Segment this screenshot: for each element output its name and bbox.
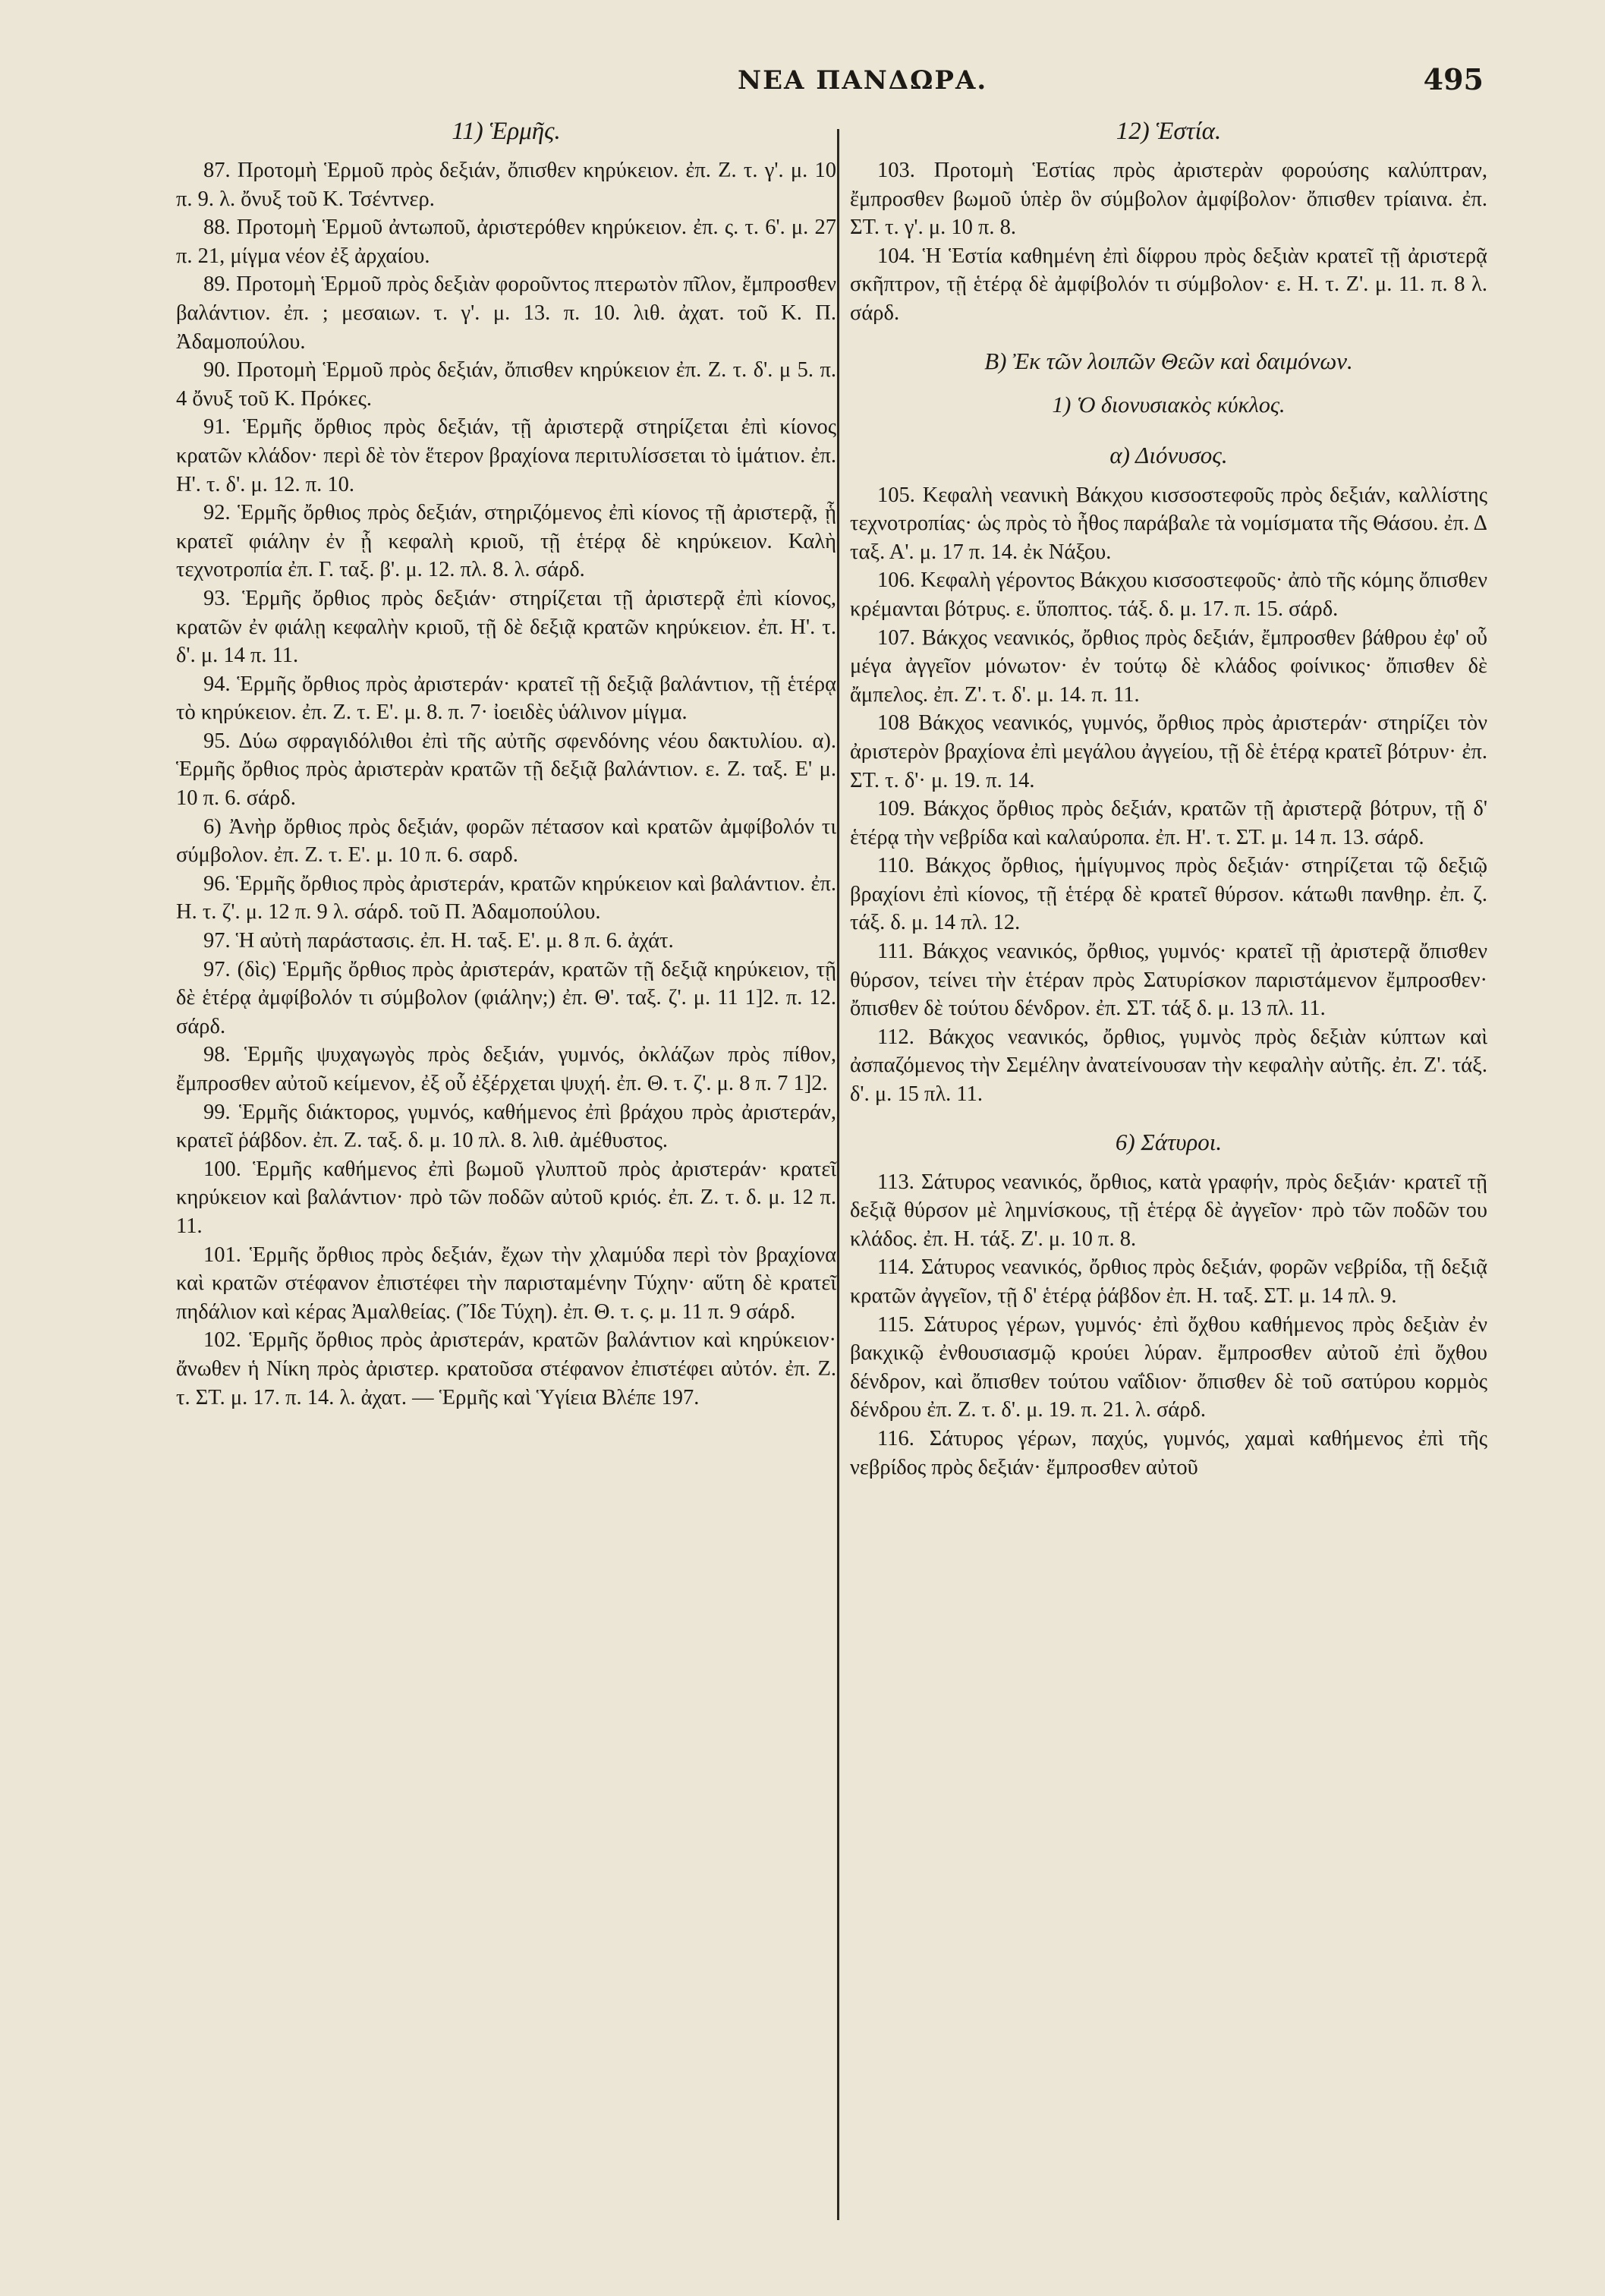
running-title: ΝΕΑ ΠΑΝΔΩΡΑ. — [738, 65, 988, 96]
catalog-entry: 110. Βάκχος ὄρθιος, ἡμίγυμνος πρὸς δεξιάν· στηρίζεται τῷ δεξιῷ βραχίονι ἐπὶ κίονος, τῇ ἑτέρᾳ δὲ κρατεῖ θύρσον. κάτωθι πανθηρ. ἐπ. ζ. τάξ. δ. μ. 14 πλ. 12. — [850, 854, 1487, 935]
catalog-entry: 112. Βάκχος νεανικός, ὄρθιος, γυμνὸς πρὸς δεξιὰν κύπτων καὶ ἀσπαζόμενος τὴν Σεμέλην ἀνατείνουσαν τὴν κεφαλὴν αὐτῆς. ἐπ. Ζ'. τάξ. δ'. μ. 15 πλ. 11. — [850, 1025, 1487, 1107]
catalog-entry: 91. Ἑρμῆς ὄρθιος πρὸς δεξιάν, τῇ ἀριστερᾷ στηρίζεται ἐπὶ κίονος κρατῶν κλάδον· περὶ δὲ τὸν ἕτερον βραχίονα περιτυλίσσεται τὸ ἱμάτιον. ἐπ. Η'. τ. δ'. μ. 12. π. 10. — [176, 415, 836, 496]
catalog-entry: 106. Κεφαλὴ γέροντος Βάκχου κισσοστεφοῦς· ἀπὸ τῆς κόμης ὄπισθεν κρέμανται βότρυς. ε. ὕποπτος. τάξ. δ. μ. 17. π. 15. σάρδ. — [850, 568, 1487, 621]
catalog-entry: 92. Ἑρμῆς ὄρθιος πρὸς δεξιάν, στηριζόμενος ἐπὶ κίονος τῇ ἀριστερᾷ, ᾗ κρατεῖ φιάλην ἐν ᾗ κεφαλὴ κριοῦ, τῇ ἑτέρᾳ δὲ κηρύκειον. Καλὴ τεχνοτροπία ἐπ. Γ. ταξ. β'. μ. 12. πλ. 8. λ. σάρδ. — [176, 501, 836, 582]
catalog-entry: 88. Προτομὴ Ἑρμοῦ ἀντωποῦ, ἀριστερόθεν κηρύκειον. ἐπ. ς. τ. 6'. μ. 27 π. 21, μίγμα νέον ἐξ ἀρχαίου. — [176, 216, 836, 268]
catalog-entry: 100. Ἑρμῆς καθήμενος ἐπὶ βωμοῦ γλυπτοῦ πρὸς ἀριστεράν· κρατεῖ κηρύκειον καὶ βαλάντιον· πρὸ τῶν ποδῶν αὐτοῦ κριός. ἐπ. Ζ. τ. δ. μ. 12 π. 11. — [176, 1157, 836, 1238]
catalog-entry: 6) Ἀνὴρ ὄρθιος πρὸς δεξιάν, φορῶν πέτασον καὶ κρατῶν ἀμφίβολόν τι σύμβολον. ἐπ. Ζ. τ. Ε'. μ. 10 π. 6. σαρδ. — [176, 814, 836, 868]
catalog-entry: 96. Ἑρμῆς ὄρθιος πρὸς ἀριστεράν, κρατῶν κηρύκειον καὶ βαλάντιον. ἐπ. Η. τ. ζ'. μ. 12 π. 9 λ. σάρδ. τοῦ Π. Ἀδαμοπούλου. — [176, 871, 836, 924]
catalog-entry: 95. Δύω σφραγιδόλιθοι ἐπὶ τῆς αὐτῆς σφενδόνης νέου δακτυλίου. α). Ἑρμῆς ὄρθιος πρὸς ἀριστερὰν κρατῶν τῇ δεξιᾷ βαλάντιον. ε. Ζ. ταξ. Ε' μ. 10 π. 6. σάρδ. — [176, 729, 836, 811]
catalog-entry: 116. Σάτυρος γέρων, παχύς, γυμνός, χαμαὶ καθήμενος ἐπὶ τῆς νεβρίδος πρὸς δεξιάν· ἔμπροσθεν αὐτοῦ — [850, 1426, 1487, 1479]
catalog-entry: 97. Ἡ αὐτὴ παράστασις. ἐπ. Η. ταξ. Ε'. μ. 8 π. 6. ἀχάτ. — [203, 929, 674, 953]
catalog-entry: 99. Ἑρμῆς διάκτορος, γυμνός, καθήμενος ἐπὶ βράχου πρὸς ἀριστεράν, κρατεῖ ῥάβδον. ἐπ. Ζ. ταξ. δ. μ. 10 πλ. 8. λιθ. ἀμέθυστος. — [176, 1100, 836, 1153]
subsection-heading-dionysiac-cycle: 1) Ὁ διονυσιακὸς κύκλος. — [1052, 392, 1286, 417]
catalog-entry: 93. Ἑρμῆς ὄρθιος πρὸς δεξιάν· στηρίζεται τῇ ἀριστερᾷ ἐπὶ κίονος, κρατῶν ἐν φιάλῃ κεφαλὴν κριοῦ, τῇ δὲ δεξιᾷ κρατῶν κηρύκειον. ἐπ. Η'. τ. δ'. μ. 14 π. 11. — [176, 586, 836, 668]
catalog-entry: 105. Κεφαλὴ νεανικὴ Βάκχου κισσοστεφοῦς πρὸς δεξιάν, καλλίστης τεχνοτροπίας· ὡς πρὸς τὸ ἦθος παράβαλε τὰ νομίσματα τῆς Θάσου. ἐπ. Δ ταξ. Α'. μ. 17 π. 14. ἐκ Νάξου. — [850, 483, 1487, 564]
section-heading-hermes: 11) Ἑρμῆς. — [452, 118, 561, 145]
catalog-entry: 108 Βάκχος νεανικός, γυμνός, ὄρθιος πρὸς ἀριστεράν· στηρίζει τὸν ἀριστερὸν βραχίονα ἐπὶ μεγάλου ἀγγείου, τῇ δὲ ἑτέρᾳ κρατεῖ βότρυν· ἐπ. ΣΤ. τ. δ'· μ. 19. π. 14. — [850, 711, 1487, 792]
column-divider — [837, 129, 839, 2220]
subsection-heading-satyrs: 6) Σάτυροι. — [1115, 1128, 1223, 1155]
catalog-entry: 97. (δὶς) Ἑρμῆς ὄρθιος πρὸς ἀριστεράν, κρατῶν τῇ δεξιᾷ κηρύκειον, τῇ δὲ ἑτέρᾳ ἀμφίβολόν τι σύμβολον (φιάλην;) ἐπ. Θ'. ταξ. ζ'. μ. 11 1]2. π. 12. σάρδ. — [176, 957, 836, 1038]
catalog-entry: 104. Ἡ Ἑστία καθημένη ἐπὶ δίφρου πρὸς δεξιὰν κρατεῖ τῇ ἀριστερᾷ σκῆπτρον, τῇ ἑτέρᾳ δὲ ἀμφίβολόν τι σύμβολον· ε. Η. τ. Ζ'. μ. 11. π. 8 λ. σάρδ. — [850, 244, 1487, 325]
catalog-entry: 114. Σάτυρος νεανικός, ὄρθιος πρὸς δεξιάν, φορῶν νεβρίδα, τῇ δεξιᾷ κρατῶν ἀγγεῖον, τῇ δ' ἑτέρᾳ ῥάβδον ἐπ. Η. ταξ. ΣΤ. μ. 14 πλ. 9. — [850, 1255, 1487, 1308]
catalog-entry: 107. Βάκχος νεανικός, ὄρθιος πρὸς δεξιάν, ἔμπροσθεν βάθρου ἐφ' οὗ μέγα ἀγγεῖον μόνωτον· ἐν τούτῳ δὲ κλάδος φοίνικος· ὄπισθεν δὲ ἄμπελος. ἐπ. Ζ'. τ. δ'. μ. 14. π. 11. — [850, 625, 1487, 707]
right-column — [850, 114, 1487, 1482]
section-heading-hestia: 12) Ἑστία. — [1116, 118, 1222, 145]
catalog-entry: 98. Ἑρμῆς ψυχαγωγὸς πρὸς δεξιάν, γυμνός, ὀκλάζων πρὸς πίθον, ἔμπροσθεν αὐτοῦ κείμενον, ἐξ οὗ ἐξέρχεται ψυχή. ἐπ. Θ. τ. ζ'. μ. 8 π. 7 1]2. — [176, 1043, 836, 1095]
catalog-entry: 89. Προτομὴ Ἑρμοῦ πρὸς δεξιὰν φοροῦντος πτερωτὸν πῖλον, ἔμπροσθεν βαλάντιον. ἐπ. ; μεσαιων. τ. γ'. μ. 13. π. 10. λιθ. ἀχατ. τοῦ Κ. Π. Ἀδαμοπούλου. — [176, 272, 836, 354]
catalog-entry: 101. Ἑρμῆς ὄρθιος πρὸς δεξιάν, ἔχων τὴν χλαμύδα περὶ τὸν βραχίονα καὶ κρατῶν στέφανον ἐπιστέφει τὴν παρισταμένην Τύχην· αὕτη δὲ κρατεῖ πηδάλιον καὶ κέρας Ἀμαλθείας. (Ἴδε Τύχη). ἐπ. Θ. τ. ς. μ. 11 π. 9 σάρδ. — [176, 1242, 836, 1324]
catalog-entry: 102. Ἑρμῆς ὄρθιος πρὸς ἀριστεράν, κρατῶν βαλάντιον καὶ κηρύκειον· ἄνωθεν ἡ Νίκη πρὸς ἀριστερ. κρατοῦσα στέφανον ἐπιστέφει αὐτόν. ἐπ. Ζ. τ. ΣΤ. μ. 17. π. 14. λ. ἀχατ. — Ἑρμῆς καὶ Ὑγίεια Βλέπε 197. — [176, 1328, 836, 1409]
catalog-entry: 94. Ἑρμῆς ὄρθιος πρὸς ἀριστεράν· κρατεῖ τῇ δεξιᾷ βαλάντιον, τῇ ἑτέρᾳ τὸ κηρύκειον. ἐπ. Ζ. τ. Ε'. μ. 8. π. 7· ἰοειδὲς ὑάλινον μίγμα. — [176, 672, 836, 725]
catalog-entry: 90. Προτομὴ Ἑρμοῦ πρὸς δεξιάν, ὄπισθεν κηρύκειον ἐπ. Ζ. τ. δ'. μ 5. π. 4 ὄνυξ τοῦ Κ. Πρόκες. — [176, 358, 836, 411]
catalog-entry: 109. Βάκχος ὄρθιος πρὸς δεξιάν, κρατῶν τῇ ἀριστερᾷ βότρυν, τῇ δ' ἑτέρᾳ τὴν νεβρίδα καὶ καλαύροπα. ἐπ. Η'. τ. ΣΤ. μ. 14 π. 13. σάρδ. — [850, 797, 1487, 849]
subsection-heading-dionysos: α) Διόνυσος. — [1109, 441, 1228, 468]
page-number: 495 — [1423, 62, 1484, 96]
catalog-entry: 103. Προτομὴ Ἑστίας πρὸς ἀριστερὰν φορούσης καλύπτραν, ἔμπροσθεν βωμοῦ ὑπὲρ ὃν σύμβολον ἀμφίβολον· ὄπισθεν τρίαινα. ἐπ. ΣΤ. τ. γ'. μ. 10 π. 8. — [850, 159, 1487, 240]
catalog-entry: 113. Σάτυρος νεανικός, ὄρθιος, κατὰ γραφήν, πρὸς δεξιάν· κρατεῖ τῇ δεξιᾷ θύρσον μὲ λημνίσκους, τῇ ἑτέρᾳ δὲ ἀγγεῖον· πρὸ τῶν ποδῶν του κλάδος. ἐπ. Η. τάξ. Ζ'. μ. 10 π. 8. — [850, 1170, 1487, 1251]
catalog-entry: 115. Σάτυρος γέρων, γυμνός· ἐπὶ ὄχθου καθήμενος πρὸς δεξιὰν ἐν βακχικῷ ἐνθουσιασμῷ κρούει λύραν. ἔμπροσθεν αὐτοῦ ἐπὶ ὄχθου δένδρον, καὶ ὄπισθεν τούτου ναΐδιον· ὄπισθεν δὲ τοῦ σατύρου κορμὸς δένδρου ἐπ. Ζ. τ. δ'. μ. 19. π. 21. λ. σάρδ. — [850, 1312, 1487, 1422]
left-column — [176, 114, 836, 1412]
catalog-entry: 111. Βάκχος νεανικός, ὄρθιος, γυμνός· κρατεῖ τῇ ἀριστερᾷ ὄπισθεν θύρσον, τείνει τὴν ἑτέραν πρὸς Σατυρίσκον παριστάμενον ἔμπροσθεν· ὄπισθεν δὲ τούτου δένδρον. ἐπ. ΣΤ. τάξ δ. μ. 13 πλ. 11. — [850, 940, 1487, 1021]
page-header — [176, 59, 1484, 105]
section-heading-other-gods: Β) Ἐκ τῶν λοιπῶν Θεῶν καὶ δαιμόνων. — [984, 347, 1353, 374]
catalog-entry: 87. Προτομὴ Ἑρμοῦ πρὸς δεξιάν, ὄπισθεν κηρύκειον. ἐπ. Ζ. τ. γ'. μ. 10 π. 9. λ. ὄνυξ τοῦ Κ. Τσέντνερ. — [176, 159, 836, 211]
